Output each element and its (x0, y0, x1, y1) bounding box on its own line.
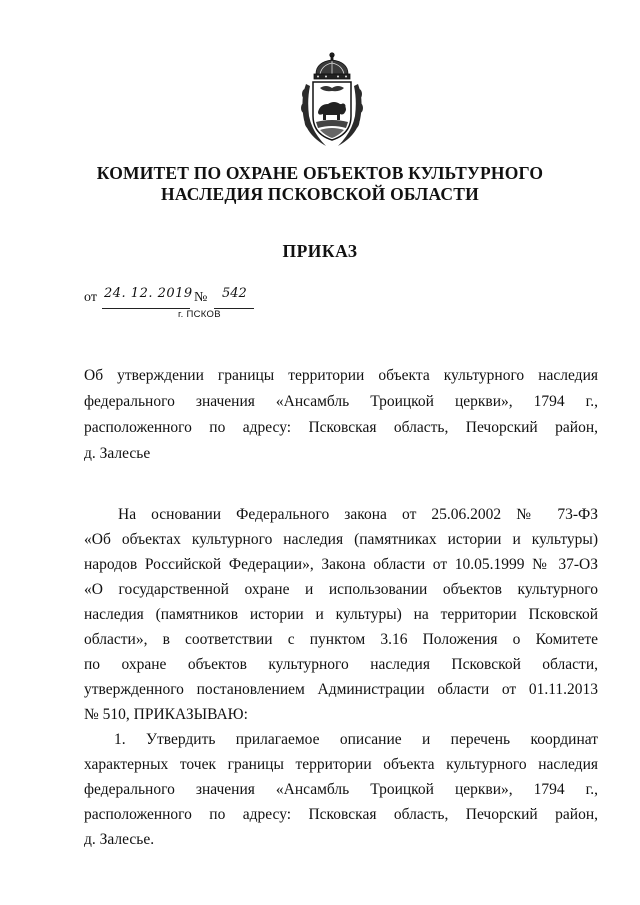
subject-line: федерального значения «Ансамбль Троицкой церкви», 1794 г., (84, 393, 598, 410)
date-underline (102, 308, 190, 309)
body-line: наследия (памятников истории и культуры) на территории Псковской (84, 606, 598, 623)
body-line: области», в соответствии с пунктом 3.16 Положения о Комитете (84, 631, 598, 648)
date-prefix-label: от (84, 290, 97, 305)
date-number-line (84, 286, 284, 310)
subject-line: д. Залесье (84, 445, 151, 462)
body-line: «О государственной охране и использовании объектов культурного (84, 581, 598, 598)
subject-line: Об утверждении границы территории объекта культурного наследия (84, 367, 598, 384)
body-line: 1. Утвердить прилагаемое описание и перечень координат (114, 731, 598, 748)
subject-line: расположенного по адресу: Псковская область, Печорский район, (84, 419, 598, 436)
body-line: № 510, ПРИКАЗЫВАЮ: (84, 706, 248, 723)
body-line: по охране объектов культурного наследия Псковской области, (84, 656, 598, 673)
body-line: федерального значения «Ансамбль Троицкой церкви», 1794 г., (84, 781, 598, 798)
document-title: ПРИКАЗ (282, 241, 358, 261)
organization-name-line-2: НАСЛЕДИЯ ПСКОВСКОЙ ОБЛАСТИ (161, 184, 479, 204)
number-label: № (194, 290, 208, 305)
body-line: характерных точек границы территории объекта культурного наследия (84, 756, 598, 773)
handwritten-number: 542 (222, 286, 247, 301)
body-line: На основании Федерального закона от 25.06.2002 № 73-ФЗ (118, 506, 598, 523)
pskov-oblast-coat-of-arms-icon (296, 50, 368, 150)
body-line: утвержденного постановлением Администрации области от 01.11.2013 (84, 681, 598, 698)
handwritten-date: 24. 12. 2019 (104, 286, 193, 301)
order-body (84, 502, 598, 852)
city-label: г. ПСКОВ (178, 309, 221, 320)
body-line: расположенного по адресу: Псковская область, Печорский район, (84, 806, 598, 823)
order-subject (84, 363, 598, 467)
body-line: д. Залесье. (84, 831, 155, 848)
organization-name-line-1: КОМИТЕТ ПО ОХРАНЕ ОБЪЕКТОВ КУЛЬТУРНОГО (96, 163, 544, 183)
body-line: «Об объектах культурного наследия (памятниках истории и культуры) (84, 531, 598, 548)
body-line: народов Российской Федерации», Закона области от 10.05.1999 № 37-ОЗ (84, 556, 598, 573)
